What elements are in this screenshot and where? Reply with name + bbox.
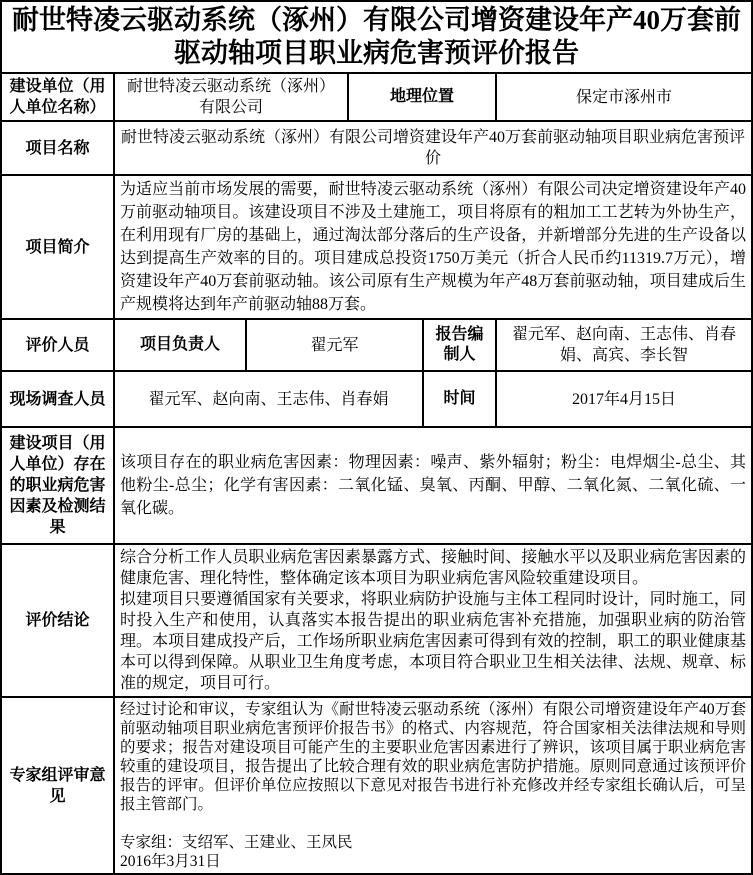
hazards-label: 建设项目（用人单位）存在的职业病危害因素及检测结果 (1, 427, 114, 544)
project-name-label: 项目名称 (1, 121, 114, 175)
project-leader-label: 项目负责人 (114, 319, 246, 371)
site-survey-label: 现场调查人员 (1, 371, 114, 427)
project-name-value: 耐世特凌云驱动系统（涿州）有限公司增资建设年产40万套前驱动轴项目职业病危害预评价 (114, 121, 752, 175)
report-writers-value: 翟元军、赵向南、王志伟、肖春娟、高宾、李长智 (496, 319, 752, 371)
conclusion-paragraph-2: 拟建项目只要遵循国家有关要求，将职业病防护设施与主体工程同时设计，同时施工，同时投入生产和使用，认真落实本报告提出的职业病危害补充措施，加强职业病的防治管理。本项目建成投产后，工作场所职业病危害因素可得到有效的控制，职工的职业健康基本可以得到保障。从职业卫生角度考虑，本项目符合职业卫生相关法律、法规、规章、标准的规定，项目可行。 (120, 591, 746, 692)
location-label: 地理位置 (348, 73, 496, 121)
evaluators-label: 评价人员 (1, 319, 114, 371)
row-evaluators (1, 319, 752, 371)
report-title: 耐世特凌云驱动系统（涿州）有限公司增资建设年产40万套前驱动轴项目职业病危害预评价报告 (1, 1, 752, 73)
row-expert-review (1, 697, 752, 874)
location-value: 保定市涿州市 (496, 73, 752, 121)
row-site-survey (1, 371, 752, 427)
blank-line (120, 814, 746, 833)
expert-review-value (114, 697, 752, 874)
row-project-name (1, 121, 752, 175)
row-construction-unit (1, 73, 752, 121)
row-conclusion (1, 544, 752, 697)
site-survey-value: 翟元军、赵向南、王志伟、肖春娟 (114, 371, 423, 427)
expert-review-date: 2016年3月31日 (120, 853, 221, 870)
time-label: 时间 (423, 371, 496, 427)
row-project-summary (1, 175, 752, 319)
conclusion-paragraph-1: 综合分析工作人员职业病危害因素暴露方式、接触时间、接触水平以及职业病危害因素的健康危害、理化特性，整体确定该本项目为职业病危害风险较重建设项目。 (120, 549, 746, 587)
construction-unit-value: 耐世特凌云驱动系统（涿州）有限公司 (114, 73, 348, 121)
expert-group-members: 专家组：支绍军、王建业、王凤民 (120, 834, 353, 851)
expert-review-label: 专家组评审意见 (1, 697, 114, 874)
hazards-value: 该项目存在的职业病危害因素：物理因素：噪声、紫外辐射；粉尘：电焊烟尘-总尘、其他粉尘-总尘；化学有害因素：二氧化锰、臭氧、丙酮、甲醇、二氧化氮、二氧化硫、一氧化碳。 (114, 427, 752, 544)
construction-unit-label: 建设单位（用人单位名称） (1, 73, 114, 121)
report-writers-label: 报告编制人 (423, 319, 496, 371)
project-leader-value: 翟元军 (246, 319, 423, 371)
project-summary-label: 项目简介 (1, 175, 114, 319)
time-value: 2017年4月15日 (496, 371, 752, 427)
conclusion-label: 评价结论 (1, 544, 114, 697)
row-hazards (1, 427, 752, 544)
title-row (1, 1, 752, 73)
expert-review-paragraph: 经过讨论和审议，专家组认为《耐世特凌云驱动系统（涿州）有限公司增资建设年产40万套前驱动轴项目职业病危害预评价报告书》的格式、内容规范，符合国家相关法律法规和导则的要求；报告对建设项目可能产生的主要职业危害因素进行了辨识，该项目属于职业病危害较重的建设项目，报告提出了比较合理有效的职业病危害防护措施。原则同意通过该预评价报告的评审。但评价单位应按照以下意见对报告书进行补充修改并经专家组长确认后，可呈报主管部门。 (120, 701, 746, 813)
project-summary-value: 为适应当前市场发展的需要，耐世特凌云驱动系统（涿州）有限公司决定增资建设年产40万前驱动轴项目。该建设项目不涉及土建施工，项目将原有的粗加工工艺转为外协生产，在利用现有厂房的基础上，通过淘汰部分落后的生产设备，并新增部分先进的生产设备以达到提高生产效率的目的。项目建成总投资1750万美元（折合人民币约11319.7万元），增资建设年产40万套前驱动轴。该公司原有生产规模为年产48万套前驱动轴，项目建成后生产规模将达到年产前驱动轴88万套。 (114, 175, 752, 319)
conclusion-value (114, 544, 752, 697)
